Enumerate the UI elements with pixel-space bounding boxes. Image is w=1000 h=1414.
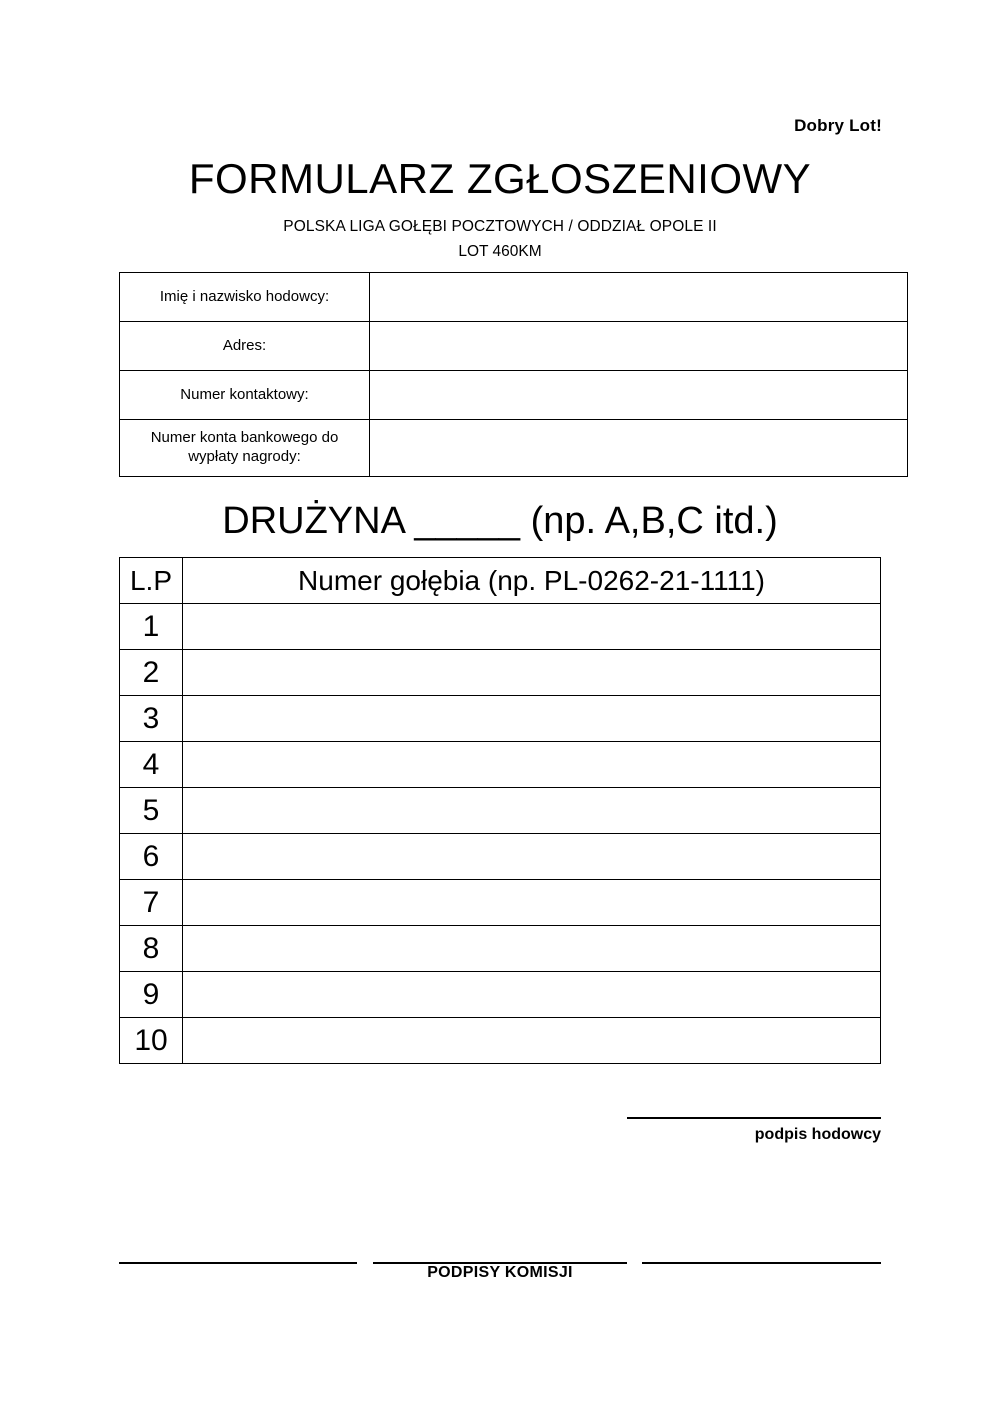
table-row bbox=[120, 834, 881, 880]
table-row bbox=[120, 371, 908, 420]
pigeon-number-field[interactable] bbox=[183, 1018, 881, 1064]
page-title: FORMULARZ ZGŁOSZENIOWY bbox=[188, 155, 812, 202]
row-index: 4 bbox=[120, 742, 183, 788]
row-index: 10 bbox=[120, 1018, 183, 1064]
row-index: 1 bbox=[120, 604, 183, 650]
column-header-lp: L.P bbox=[120, 558, 183, 604]
table-row bbox=[120, 650, 881, 696]
table-row bbox=[120, 273, 908, 322]
lot-subtitle: LOT 460KM bbox=[458, 243, 542, 260]
commission-signature-label: PODPISY KOMISJI bbox=[427, 1264, 573, 1281]
breeder-address-field[interactable] bbox=[370, 322, 908, 371]
table-row bbox=[120, 742, 881, 788]
breeder-name-label: Imię i nazwisko hodowcy: bbox=[120, 273, 370, 322]
team-heading: DRUŻYNA _____ (np. A,B,C itd.) bbox=[222, 500, 778, 542]
pigeon-number-field[interactable] bbox=[183, 650, 881, 696]
breeder-signature-line bbox=[627, 1117, 881, 1119]
pigeon-number-field[interactable] bbox=[183, 742, 881, 788]
breeder-phone-field[interactable] bbox=[370, 371, 908, 420]
pigeon-number-field[interactable] bbox=[183, 880, 881, 926]
table-row bbox=[120, 880, 881, 926]
row-index: 7 bbox=[120, 880, 183, 926]
table-row bbox=[120, 604, 881, 650]
slogan-text: Dobry Lot! bbox=[794, 116, 882, 135]
breeder-bank-account-label: Numer konta bankowego do wypłaty nagrody: bbox=[120, 420, 370, 477]
table-row bbox=[120, 926, 881, 972]
pigeon-number-field[interactable] bbox=[183, 834, 881, 880]
table-row bbox=[120, 420, 908, 477]
pigeon-number-field[interactable] bbox=[183, 926, 881, 972]
pigeon-number-field[interactable] bbox=[183, 788, 881, 834]
row-index: 2 bbox=[120, 650, 183, 696]
table-row bbox=[120, 696, 881, 742]
breeder-info-table bbox=[119, 272, 908, 477]
breeder-name-field[interactable] bbox=[370, 273, 908, 322]
column-header-pigeon-number: Numer gołębia (np. PL-0262-21-1111) bbox=[183, 558, 881, 604]
pigeon-entry-table bbox=[119, 557, 881, 1064]
breeder-address-label: Adres: bbox=[120, 322, 370, 371]
row-index: 8 bbox=[120, 926, 183, 972]
table-row bbox=[120, 972, 881, 1018]
pigeon-number-field[interactable] bbox=[183, 972, 881, 1018]
organization-subtitle: POLSKA LIGA GOŁĘBI POCZTOWYCH / ODDZIAŁ OPOLE II bbox=[283, 218, 717, 235]
row-index: 3 bbox=[120, 696, 183, 742]
table-row bbox=[120, 788, 881, 834]
breeder-phone-label: Numer kontaktowy: bbox=[120, 371, 370, 420]
pigeon-number-field[interactable] bbox=[183, 604, 881, 650]
row-index: 5 bbox=[120, 788, 183, 834]
table-header-row bbox=[120, 558, 881, 604]
row-index: 9 bbox=[120, 972, 183, 1018]
table-row bbox=[120, 322, 908, 371]
row-index: 6 bbox=[120, 834, 183, 880]
breeder-signature-label: podpis hodowcy bbox=[754, 1126, 881, 1143]
pigeon-number-field[interactable] bbox=[183, 696, 881, 742]
breeder-bank-account-field[interactable] bbox=[370, 420, 908, 477]
table-row bbox=[120, 1018, 881, 1064]
